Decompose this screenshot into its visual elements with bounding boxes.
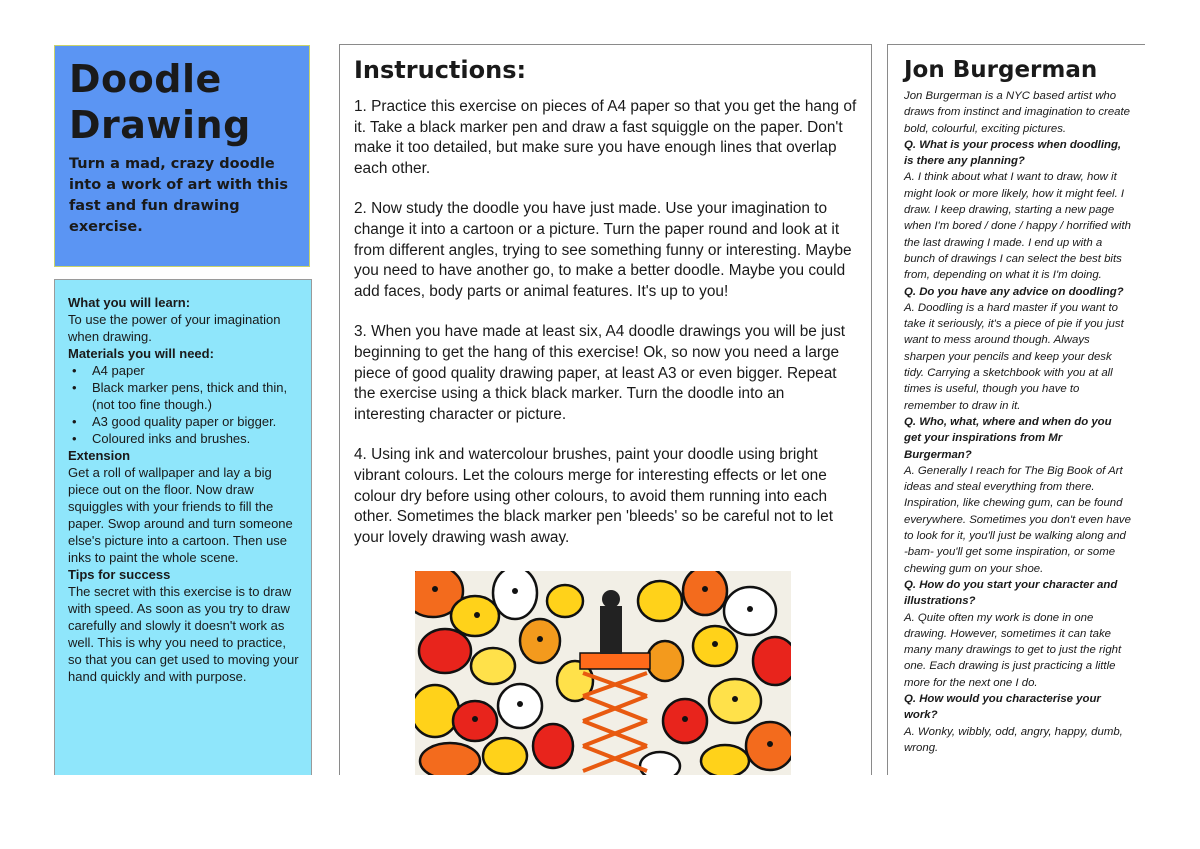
interview-answer: A. I think about what I want to draw, how it might look or more likely, how it might feel. I draw. I keep drawing, starting a new page when I'm bored / done / happy / horrified with the last drawing I made. I end up with a bunch of drawings I can select the best bits from, depending on what it is I'm doing. bbox=[904, 171, 1131, 282]
materials-heading: Materials you will need: bbox=[68, 346, 214, 361]
learn-heading: What you will learn: bbox=[68, 295, 191, 310]
interview-question: Q. Do you have any advice on doodling? bbox=[904, 285, 1124, 298]
interview-question: Q. Who, what, where and when do you get your inspirations from Mr Burgerman? bbox=[904, 415, 1112, 461]
tips-heading: Tips for success bbox=[68, 567, 171, 582]
page-subtitle: Turn a mad, crazy doodle into a work of art with this fast and fun drawing exercise. bbox=[69, 156, 289, 235]
extension-text: Get a roll of wallpaper and lay a big piece out on the floor. Now draw squiggles with your friends to fill the paper. Swop around and turn someone else's picture into a cartoon. Then use inks to paint the whole scene. bbox=[68, 465, 293, 565]
artist-panel bbox=[887, 44, 1145, 775]
materials-item: • A4 paper bbox=[68, 362, 299, 379]
title-line-1: Doodle bbox=[69, 57, 222, 101]
interview-question: Q. How do you start your character and illustrations? bbox=[904, 578, 1118, 608]
interview-answer: A. Wonky, wibbly, odd, angry, happy, dumb, wrong. bbox=[904, 725, 1123, 754]
instruction-step: 4. Using ink and watercolour brushes, paint your doodle using bright vibrant colours. Let the colours merge for interesting effects or let one colour dry before using other colours, to avoid them running into each other. Sometimes the black marker pen 'bleeds' so be careful not to let your lovely drawing wash away. bbox=[354, 446, 833, 546]
interview-question: Q. How would you characterise your work? bbox=[904, 692, 1101, 722]
interview-answer: A. Doodling is a hard master if you want to take it seriously, it's a piece of pie if you just want to mess around though. Always sharpen your pencils and keep your desk tidy. Carrying a sketchbook with you at all times is useful, though you have to remember to draw in it. bbox=[904, 301, 1124, 412]
learn-text: To use the power of your imagination when drawing. bbox=[68, 312, 281, 344]
materials-item: • Coloured inks and brushes. bbox=[68, 430, 299, 447]
mural-photo bbox=[415, 571, 791, 775]
page-title bbox=[69, 56, 295, 148]
instruction-step: 2. Now study the doodle you have just made. Use your imagination to change it into a cartoon or a picture. Turn the paper round and look at it from different angles, trying to see something funny or interesting. Maybe you need to have another go, to make a better doodle. Maybe you could add faces, body parts or animal features. It's up to you! bbox=[354, 200, 852, 300]
materials-list bbox=[68, 362, 299, 447]
learn-panel bbox=[54, 279, 312, 775]
extension-heading: Extension bbox=[68, 448, 131, 463]
artist-heading: Jon Burgerman bbox=[904, 57, 1098, 83]
title-line-2: Drawing bbox=[69, 103, 251, 147]
interview-answer: A. Generally I reach for The Big Book of Art ideas and steal everything from there. Inspiration, like chewing gum, can be found everywhere. Sometimes you don't even have to look for it, you'll just be walking along and -bam- you'll get some inspiration, or some chewing gum on your shoe. bbox=[904, 464, 1131, 575]
instruction-step: 1. Practice this exercise on pieces of A4 paper so that you get the hang of it. Take a black marker pen and draw a fast squiggle on the paper. Don't make it too detailed, but make sure you have enough lines that overlap each other. bbox=[354, 98, 857, 177]
materials-item: • Black marker pens, thick and thin, (not too fine though.) bbox=[68, 379, 299, 413]
interview-question: Q. What is your process when doodling, is there any planning? bbox=[904, 138, 1122, 168]
instructions-panel bbox=[339, 44, 872, 775]
instructions-heading: Instructions: bbox=[354, 56, 527, 84]
instruction-step: 3. When you have made at least six, A4 doodle drawings you will be just beginning to get the hang of this exercise! Ok, so now you need a large piece of good quality drawing paper, at least A3 or even bigger. Repeat the exercise using a thick black marker. Turn the doodle into an interesting character or picture. bbox=[354, 323, 846, 423]
interview-answer: A. Quite often my work is done in one drawing. However, sometimes it can take many many drawings to get to just the right one. Each drawing is just practicing a little more for the next one I do. bbox=[904, 611, 1122, 689]
artist-intro: Jon Burgerman is a NYC based artist who draws from instinct and imagination to create bold, colourful, exciting pictures. bbox=[904, 90, 1131, 135]
tips-text: The secret with this exercise is to draw with speed. As soon as you try to draw carefully and slowly it doesn't work as well. This is why you need to practice, so that you can get used to moving your hand quickly and with purpose. bbox=[68, 584, 299, 684]
materials-item: • A3 good quality paper or bigger. bbox=[68, 413, 299, 430]
title-panel bbox=[54, 45, 310, 267]
